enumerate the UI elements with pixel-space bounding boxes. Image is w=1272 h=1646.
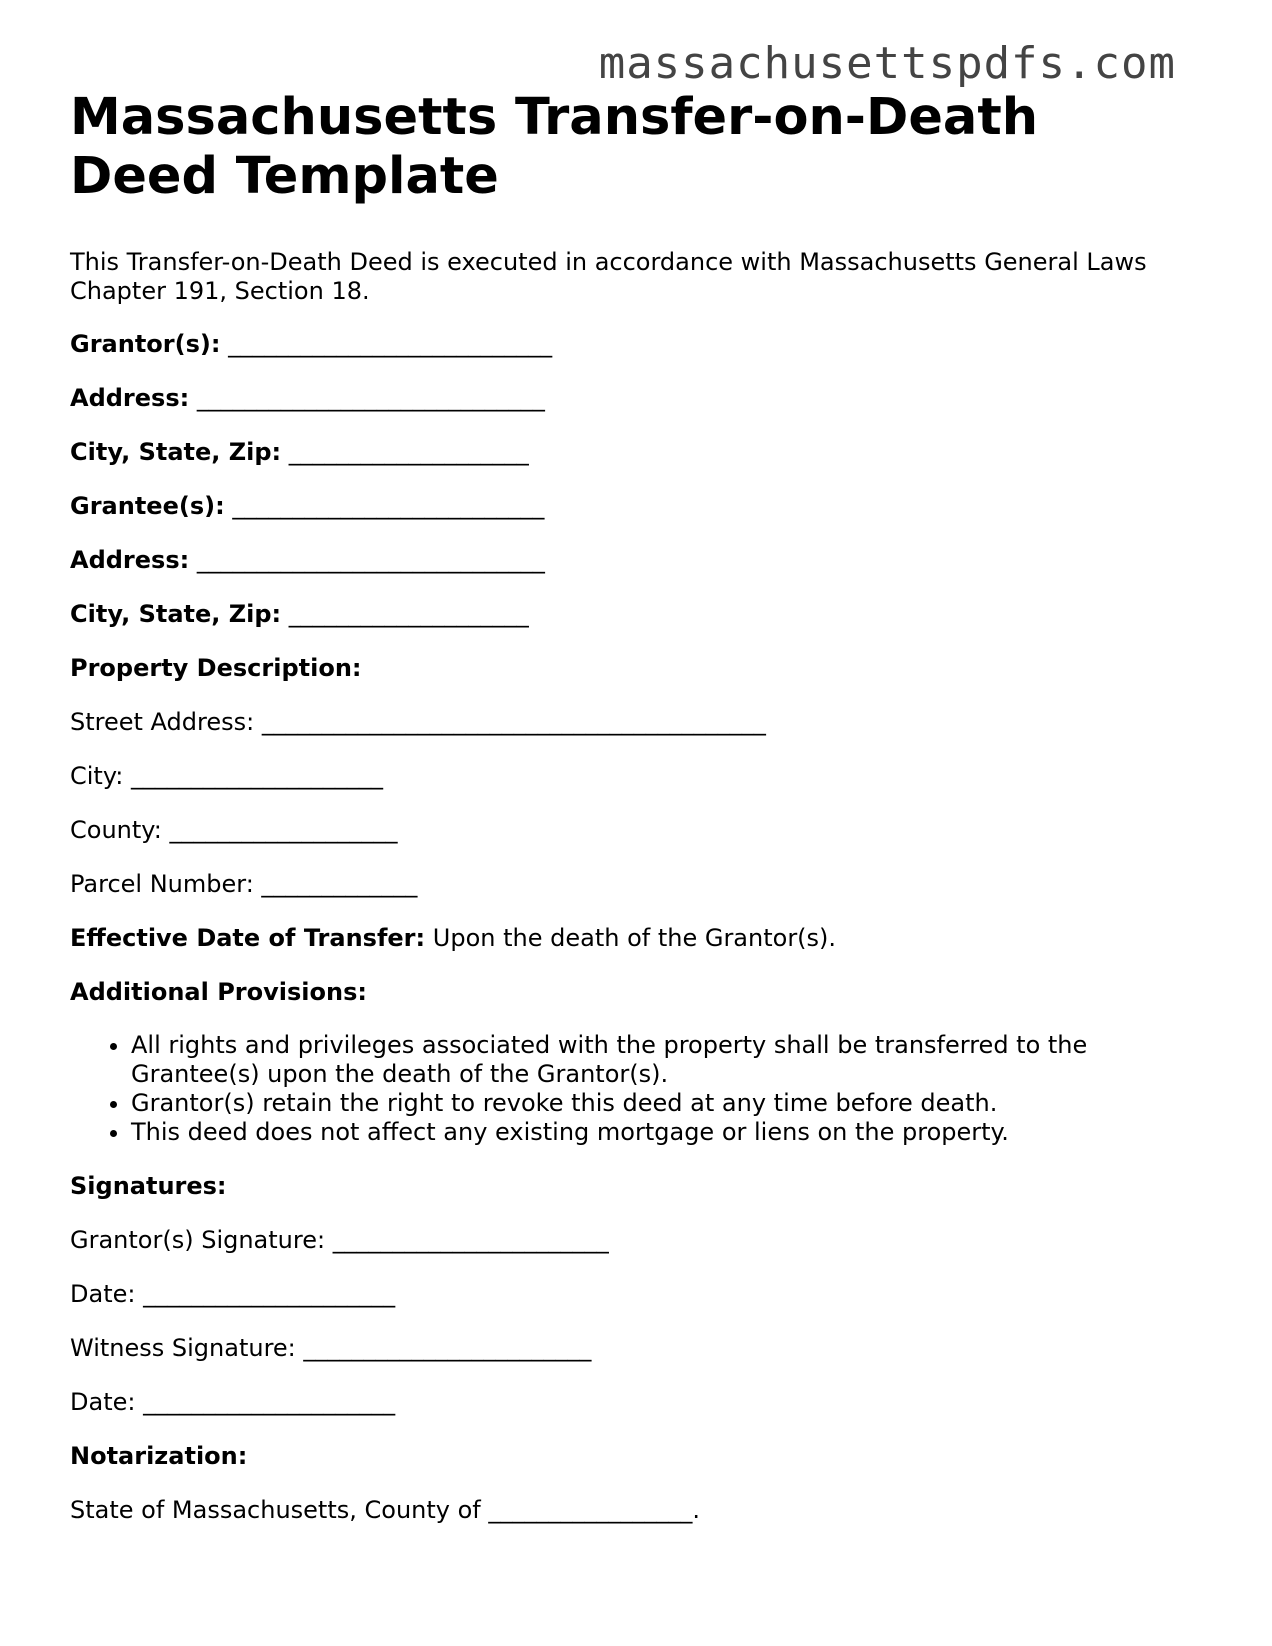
property-heading: Property Description: (70, 654, 362, 682)
notarization-text: State of Massachusetts, County of (70, 1496, 481, 1524)
effective-date-label: Effective Date of Transfer: (70, 924, 426, 952)
grantee-name-blank[interactable]: __________________________ (232, 492, 545, 520)
document-page (70, 88, 1190, 1525)
witness-date-blank[interactable]: _____________________ (143, 1388, 396, 1416)
notarization-county-field (70, 1496, 1190, 1525)
grantor-date-label: Date: (70, 1280, 136, 1308)
grantee-address-label: Address: (70, 546, 190, 574)
watermark: massachusettspdfs.com (598, 38, 1176, 89)
provisions-heading: Additional Provisions: (70, 978, 367, 1006)
witness-signature-blank[interactable]: ________________________ (303, 1334, 592, 1362)
grantor-name-label: Grantor(s): (70, 330, 221, 358)
property-city-label: City: (70, 762, 124, 790)
grantor-address-field (70, 384, 1190, 413)
parcel-number-label: Parcel Number: (70, 870, 254, 898)
parcel-number-blank[interactable]: _____________ (261, 870, 418, 898)
effective-date-text: Upon the death of the Grantor(s). (432, 924, 837, 952)
witness-signature-field (70, 1334, 1190, 1363)
grantor-signature-label: Grantor(s) Signature: (70, 1226, 326, 1254)
grantor-address-blank[interactable]: _____________________________ (196, 384, 545, 412)
list-item: • All rights and privileges associated with the property shall be transferred to the Grantee(s) upon the death of the Grantor(s). (131, 1031, 1190, 1089)
grantee-address-blank[interactable]: _____________________________ (196, 546, 545, 574)
notarization-heading: Notarization: (70, 1442, 248, 1470)
list-item: • Grantor(s) retain the right to revoke this deed at any time before death. (131, 1089, 1190, 1118)
county-field (70, 816, 1190, 845)
street-address-label: Street Address: (70, 708, 255, 736)
grantor-date-blank[interactable]: _____________________ (143, 1280, 396, 1308)
county-blank[interactable]: ___________________ (169, 816, 398, 844)
county-label: County: (70, 816, 162, 844)
page-title: Massachusetts Transfer-on-Death Deed Template (70, 88, 1039, 206)
street-address-blank[interactable]: __________________________________________ (261, 708, 766, 736)
notarization-county-blank[interactable]: _________________. (488, 1496, 701, 1524)
intro-paragraph: This Transfer-on-Death Deed is executed in accordance with Massachusetts General Laws Chapter 191, Section 18. (70, 248, 1147, 305)
grantee-city-field (70, 600, 1190, 629)
list-item: • This deed does not affect any existing mortgage or liens on the property. (131, 1118, 1190, 1147)
witness-date-label: Date: (70, 1388, 136, 1416)
grantee-address-field (70, 546, 1190, 575)
grantor-city-label: City, State, Zip: (70, 438, 282, 466)
grantor-city-field (70, 438, 1190, 467)
grantor-address-label: Address: (70, 384, 190, 412)
street-address-field (70, 708, 1190, 737)
grantor-name-blank[interactable]: ___________________________ (228, 330, 553, 358)
grantor-signature-field (70, 1226, 1190, 1255)
parcel-number-field (70, 870, 1190, 899)
grantee-city-label: City, State, Zip: (70, 600, 282, 628)
property-city-blank[interactable]: _____________________ (131, 762, 384, 790)
witness-signature-label: Witness Signature: (70, 1334, 296, 1362)
grantee-name-field (70, 492, 1190, 521)
signatures-heading: Signatures: (70, 1172, 227, 1200)
grantee-city-blank[interactable]: ____________________ (288, 600, 529, 628)
grantor-signature-blank[interactable]: _______________________ (332, 1226, 609, 1254)
property-city-field (70, 762, 1190, 791)
witness-date-field (70, 1388, 1190, 1417)
effective-date (70, 924, 1190, 953)
grantor-date-field (70, 1280, 1190, 1309)
grantor-name-field (70, 330, 1190, 359)
provisions-list (70, 1031, 1190, 1147)
grantor-city-blank[interactable]: ____________________ (288, 438, 529, 466)
grantee-name-label: Grantee(s): (70, 492, 225, 520)
